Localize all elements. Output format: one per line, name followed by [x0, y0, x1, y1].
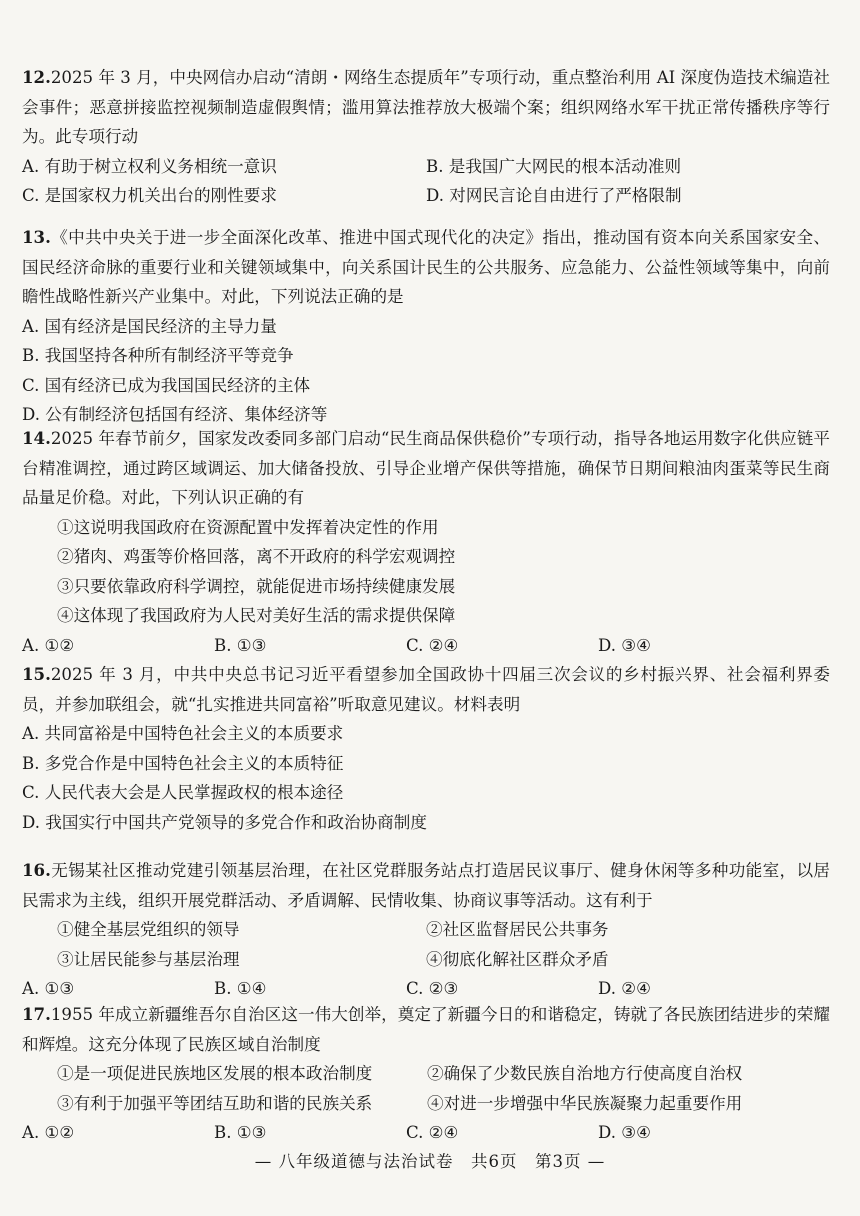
question-number: 16. [22, 860, 51, 880]
option-c: C. 国有经济已成为我国国民经济的主体 [22, 375, 311, 395]
question-17 [22, 1000, 830, 1148]
statement-1: ①健全基层党组织的领导 [57, 920, 240, 939]
question-13 [22, 223, 830, 430]
option-b: B. 多党合作是中国特色社会主义的本质特征 [22, 753, 344, 773]
question-15 [22, 660, 830, 837]
statement-2: ②确保了少数民族自治地方行使高度自治权 [427, 1064, 743, 1083]
question-stem [22, 1000, 830, 1059]
statement-2: ②猪肉、鸡蛋等价格回落，离不开政府的科学宏观调控 [57, 547, 456, 566]
option-a: A. 有助于树立权利义务相统一意识 [22, 156, 277, 176]
option-c: C. ②④ [406, 635, 459, 655]
stem-text: 2025 年 3 月，中共中央总书记习近平看望参加全国政协十四届三次会议的乡村振兴界、社会福利界委员，并参加联组会，就“扎实推进共同富裕”听取意见建议。材料表明 [22, 665, 830, 714]
option-a: A. ①② [22, 1123, 75, 1142]
options-row [22, 181, 830, 211]
statement-3: ③让居民能参与基层治理 [57, 949, 240, 969]
options-row [22, 152, 830, 182]
option-a: A. ①③ [22, 979, 75, 998]
question-number: 17. [22, 1004, 51, 1024]
statements-row [22, 915, 830, 945]
statement-1: ①是一项促进民族地区发展的根本政治制度 [57, 1064, 373, 1083]
option-b: B. ①④ [214, 979, 267, 998]
page-footer: — 八年级道德与法治试卷 共6页 第3页 — [254, 1152, 606, 1171]
statement-4: ④这体现了我国政府为人民对美好生活的需求提供保障 [57, 606, 456, 625]
option-d: D. ③④ [598, 1123, 652, 1142]
option-d: D. ②④ [598, 979, 652, 998]
question-number: 13. [22, 227, 51, 247]
question-number: 14. [22, 428, 51, 448]
stem-text: 1955 年成立新疆维吾尔自治区这一伟大创举，奠定了新疆今日的和谐稳定，铸就了各民族团结进步的荣耀和辉煌。这充分体现了民族区域自治制度 [22, 1005, 830, 1054]
option-d: D. 对网民言论自由进行了严格限制 [426, 186, 682, 205]
stem-text: 2025 年春节前夕，国家发改委同多部门启动“民生商品保供稳价”专项行动，指导各地运用数字化供应链平台精准调控，通过跨区域调运、加大储备投放、引导企业增产保供等措施，确保节日期间粮油肉蛋菜等民生商品量足价稳。对此，下列认识正确的有 [22, 429, 830, 507]
option-d: D. 公有制经济包括国有经济、集体经济等 [22, 405, 328, 424]
statement-2: ②社区监督居民公共事务 [426, 920, 609, 939]
option-a: A. 国有经济是国民经济的主导力量 [22, 316, 277, 336]
question-14 [22, 424, 830, 660]
statement-1: ①这说明我国政府在资源配置中发挥着决定性的作用 [57, 517, 439, 537]
option-a: A. ①② [22, 635, 75, 655]
option-a: A. 共同富裕是中国特色社会主义的本质要求 [22, 724, 344, 743]
question-number: 12. [22, 67, 51, 87]
option-c: C. 是国家权力机关出台的刚性要求 [22, 186, 277, 205]
statement-3: ③有利于加强平等团结互助和谐的民族关系 [57, 1093, 373, 1113]
statements-row [22, 1089, 830, 1119]
option-d: D. 我国实行中国共产党领导的多党合作和政治协商制度 [22, 812, 427, 832]
option-c: C. 人民代表大会是人民掌握政权的根本途径 [22, 783, 344, 802]
question-stem [22, 424, 830, 513]
stem-text: 2025 年 3 月，中央网信办启动“清朗・网络生态提质年”专项行动，重点整治利用 AI 深度伪造技术编造社会事件；恶意拼接监控视频制造虚假舆情；滥用算法推荐放大极端个案；组织网络水军干扰正常传播秩序等行为。此专项行动 [22, 68, 830, 146]
question-stem [22, 63, 830, 152]
question-stem [22, 660, 830, 719]
statement-4: ④对进一步增强中华民族凝聚力起重要作用 [427, 1093, 743, 1113]
option-b: B. 我国坚持各种所有制经济平等竞争 [22, 346, 294, 365]
statement-4: ④彻底化解社区群众矛盾 [426, 949, 609, 969]
option-d: D. ③④ [598, 635, 652, 655]
option-c: C. ②③ [406, 979, 459, 998]
statements-row [22, 945, 830, 975]
question-12 [22, 63, 830, 211]
question-16 [22, 856, 830, 1004]
option-b: B. 是我国广大网民的根本活动准则 [426, 156, 682, 176]
stem-text: 《中共中央关于进一步全面深化改革、推进中国式现代化的决定》指出，推动国有资本向关系国家安全、国民经济命脉的重要行业和关键领域集中，向关系国计民生的公共服务、应急能力、公益性领域等集中，向前瞻性战略性新兴产业集中。对此，下列说法正确的是 [22, 228, 830, 306]
option-b: B. ①③ [214, 1123, 267, 1142]
options-row [22, 631, 830, 661]
statement-3: ③只要依靠政府科学调控，就能促进市场持续健康发展 [57, 576, 456, 596]
statements-row [22, 1059, 830, 1089]
options-row [22, 1118, 830, 1148]
question-number: 15. [22, 664, 51, 684]
option-c: C. ②④ [406, 1123, 459, 1142]
question-stem [22, 223, 830, 312]
stem-text: 无锡某社区推动党建引领基层治理，在社区党群服务站点打造居民议事厅、健身休闲等多种功能室，以居民需求为主线，组织开展党群活动、矛盾调解、民情收集、协商议事等活动。这有利于 [22, 861, 830, 910]
question-stem [22, 856, 830, 915]
option-b: B. ①③ [214, 635, 267, 655]
